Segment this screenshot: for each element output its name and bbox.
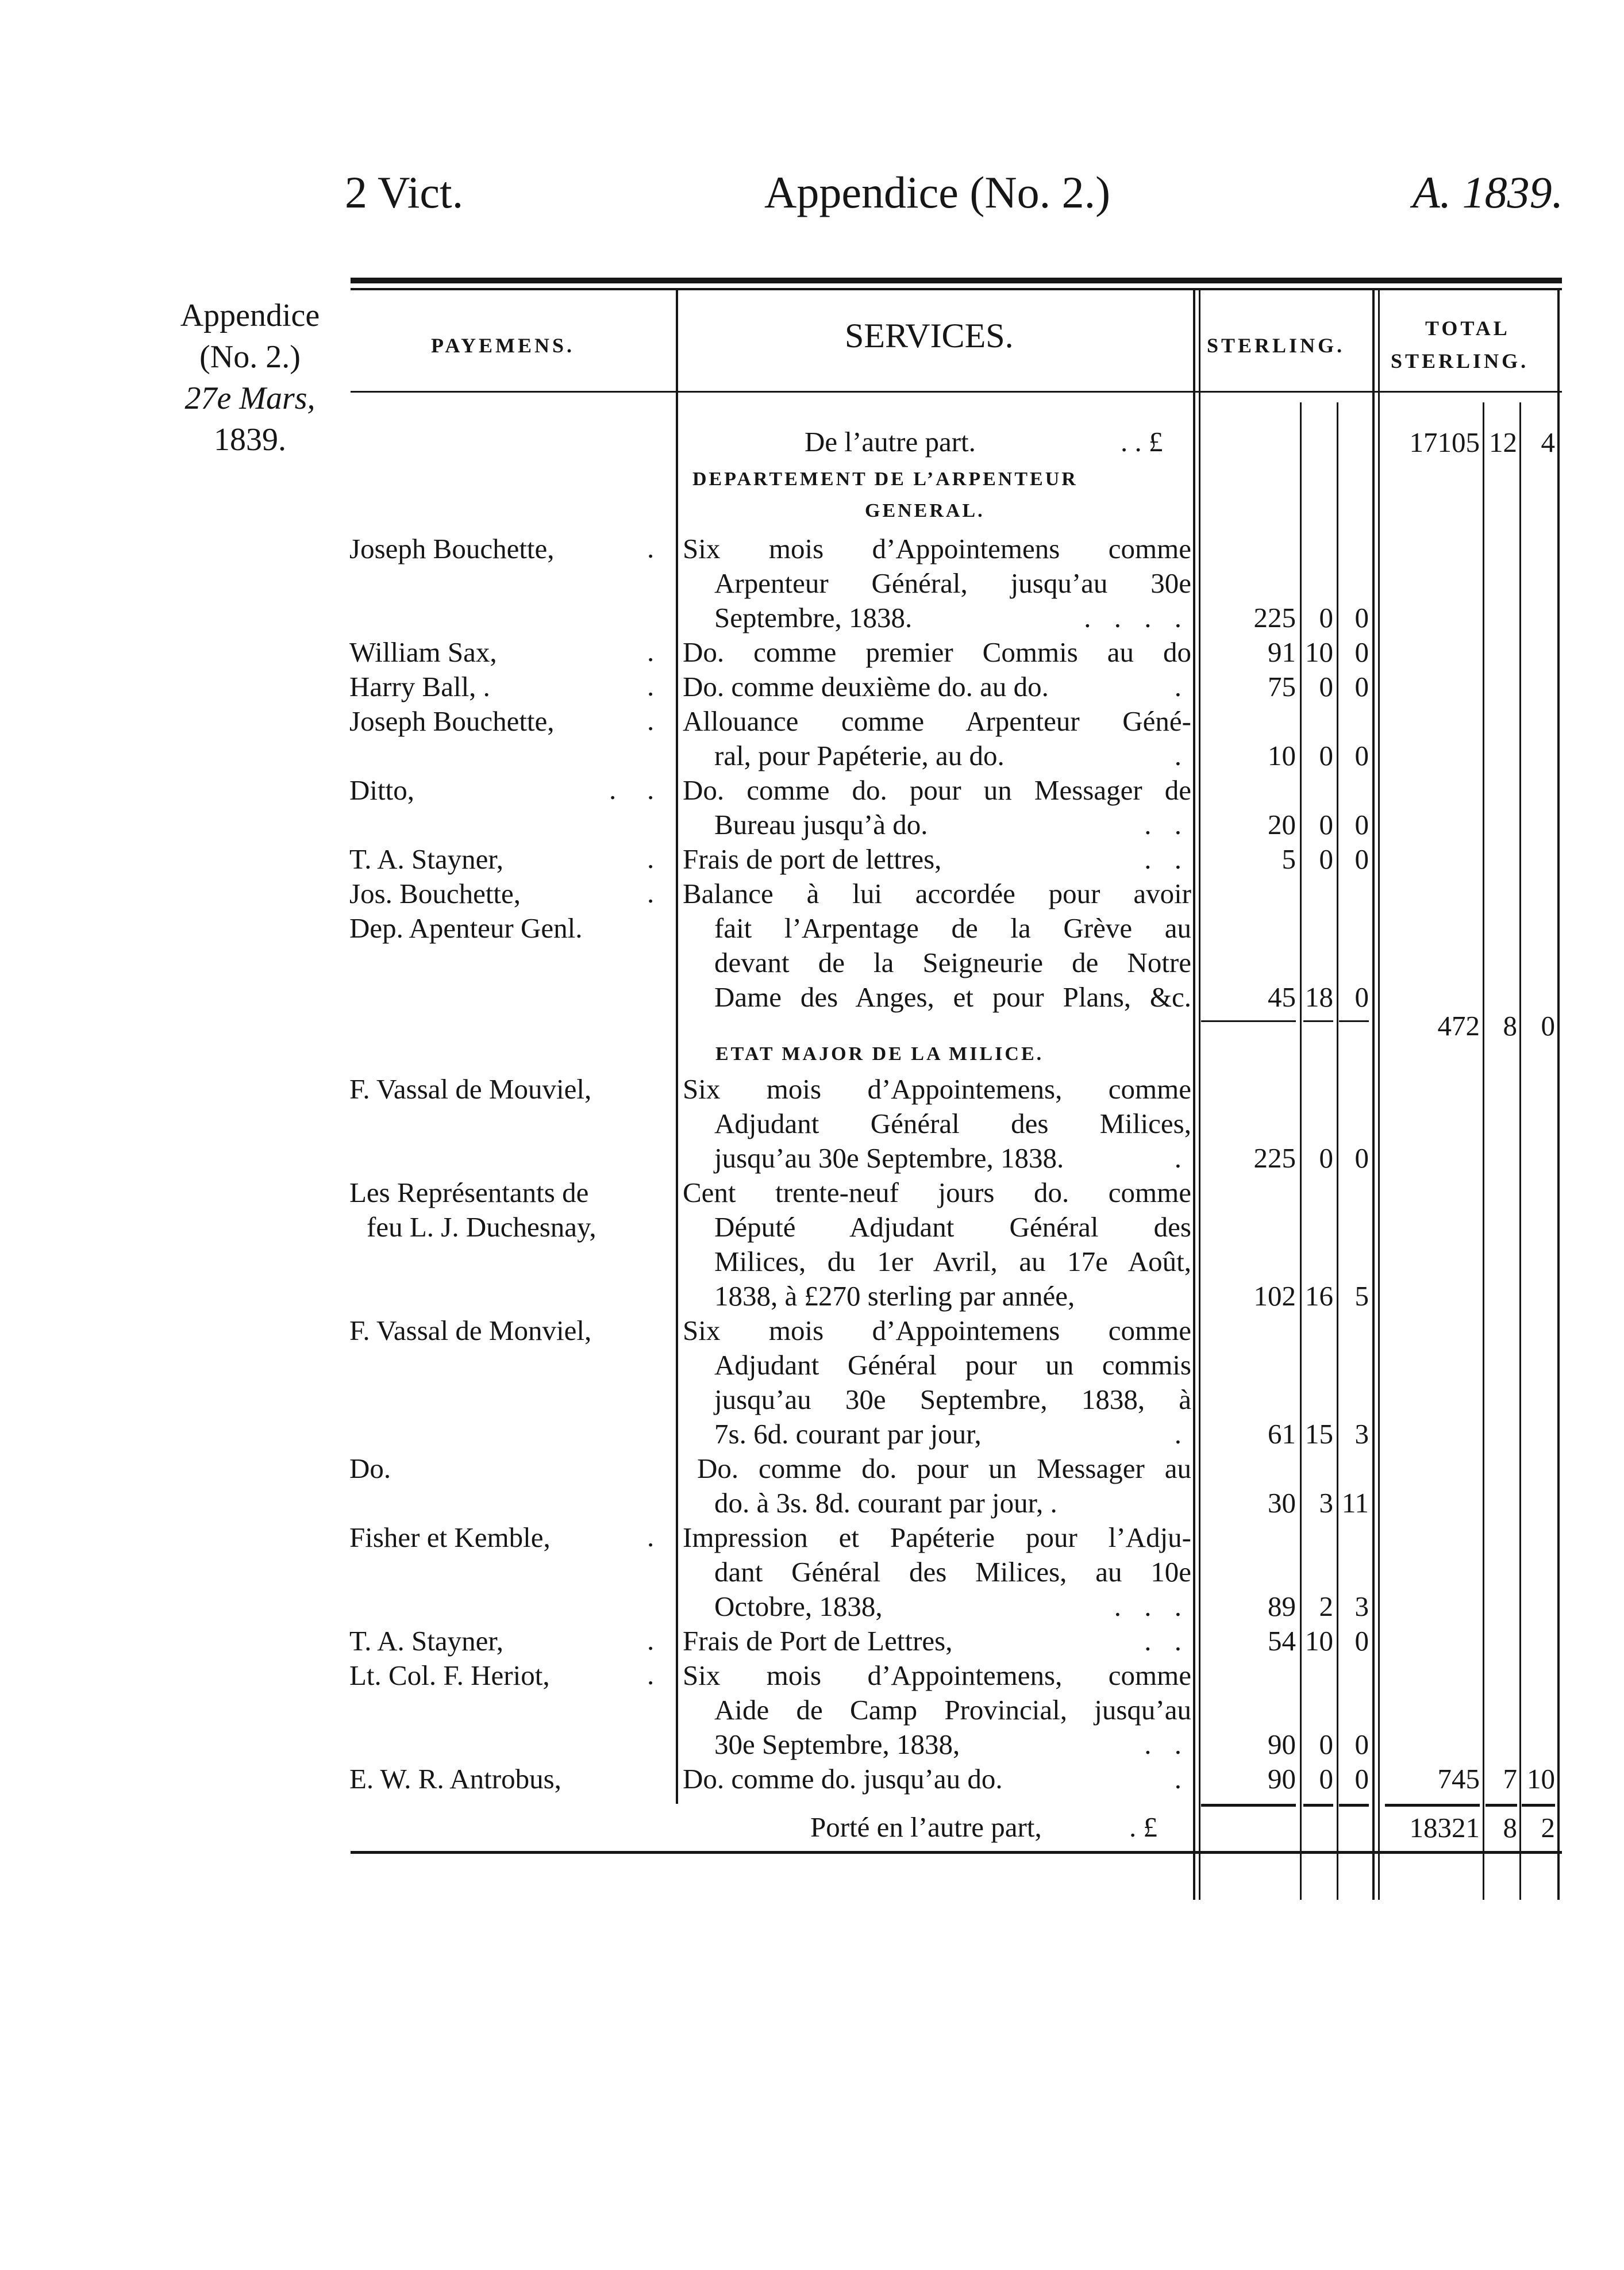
amount-pounds: 90	[1268, 1763, 1296, 1795]
service-line: Milices, du 1er Avril, au 17e Août,	[714, 1246, 1191, 1277]
carried-out-pence: 2	[1541, 1812, 1555, 1843]
amount-pounds: 90	[1268, 1729, 1296, 1760]
top-rule-thin	[351, 288, 1562, 290]
leader-dot: .	[647, 1659, 655, 1691]
amount-pence: 11	[1341, 1487, 1369, 1519]
amount-pounds: 10	[1268, 740, 1296, 771]
col-header-total-1: TOTAL	[1425, 317, 1510, 340]
carried-in-label: De l’autre part.	[805, 426, 976, 458]
section-title: ETAT MAJOR DE LA MILICE.	[715, 1043, 1044, 1065]
amount-pence: 0	[1354, 981, 1369, 1013]
col-header-payemens: PAYEMENS.	[431, 334, 575, 357]
payee: Les Représentants de	[349, 1177, 589, 1208]
services-divider-2	[1199, 290, 1200, 1900]
header-right: A. 1839.	[1413, 167, 1564, 217]
service-leader: .	[1174, 1142, 1190, 1174]
section-total-shillings: 8	[1503, 1010, 1517, 1042]
leader-dot: .	[647, 636, 655, 667]
amount-pence: 0	[1354, 1142, 1369, 1174]
payee: Harry Ball, .	[349, 671, 490, 702]
service-line: Six mois d’Appointemens, comme	[683, 1073, 1191, 1105]
amount-shillings: 0	[1319, 740, 1333, 771]
payee: Do.	[349, 1453, 391, 1484]
bottom-rule	[351, 1851, 1562, 1854]
margin-note	[167, 295, 333, 460]
amount-shillings: 0	[1319, 843, 1333, 875]
total-rule	[1385, 1804, 1480, 1807]
section-total-shillings: 7	[1503, 1763, 1517, 1795]
payee: Jos. Bouchette,	[349, 878, 521, 909]
amount-pence: 0	[1354, 809, 1369, 840]
service-leader: . .	[1144, 809, 1190, 840]
service-line: Arpenteur Général, jusqu’au 30e	[714, 567, 1191, 599]
amount-pence: 0	[1354, 1729, 1369, 1760]
section-title: GENERAL.	[865, 500, 985, 521]
section-total-pounds: 472	[1437, 1010, 1480, 1042]
payee-divider	[676, 290, 678, 1804]
leader-dot: .	[647, 670, 655, 702]
subtotal-rule	[1339, 1020, 1369, 1022]
service-line: Adjudant Général pour un commis	[714, 1349, 1191, 1381]
amount-pounds: 225	[1253, 1142, 1296, 1174]
service-line: Impression et Papéterie pour l’Adju-	[683, 1522, 1191, 1553]
margin-note-line: Appendice	[180, 298, 320, 333]
amount-shillings: 18	[1305, 981, 1333, 1013]
leader-dot: .	[647, 1521, 655, 1553]
service-leader: . .	[1144, 1729, 1190, 1760]
amount-pounds: 102	[1253, 1280, 1296, 1312]
amount-shillings: 10	[1305, 1625, 1333, 1657]
carried-out-dots: . £	[1129, 1811, 1157, 1843]
payee-line-2: Dep. Apenteur Genl.	[349, 912, 583, 944]
header-left: 2 Vict.	[345, 167, 464, 217]
amount-pounds: 61	[1268, 1418, 1296, 1450]
leader-dot: .	[647, 843, 655, 874]
amount-pence: 5	[1354, 1280, 1369, 1312]
section-title: DEPARTEMENT DE L’ARPENTEUR	[692, 468, 1078, 490]
margin-note-line: (No. 2.)	[199, 339, 301, 375]
amount-pence: 0	[1354, 1763, 1369, 1795]
service-line: jusqu’au 30e Septembre, 1838, à	[714, 1384, 1191, 1415]
leader-dot: .	[647, 532, 655, 564]
service-line: do. à 3s. 8d. courant par jour, .	[714, 1487, 1057, 1519]
service-leader: . . .	[1114, 1591, 1190, 1622]
top-rule	[351, 278, 1562, 283]
col-header-services: SERVICES.	[845, 317, 1014, 355]
section-total-pence: 0	[1541, 1010, 1555, 1042]
service-line: fait l’Arpentage de la Grève au	[714, 912, 1191, 944]
payee: Ditto,	[349, 774, 414, 806]
payee: Joseph Bouchette,	[349, 705, 555, 737]
amount-pence: 0	[1354, 636, 1369, 668]
service-line: Bureau jusqu’à do.	[714, 809, 928, 840]
service-line: Do. comme do. pour un Messager de	[683, 774, 1191, 806]
amount-pounds: 75	[1268, 671, 1296, 702]
service-leader: .	[1174, 1418, 1190, 1450]
services-divider	[1193, 290, 1195, 1900]
leader-dot: .	[647, 705, 655, 736]
section-total-pence: 10	[1527, 1763, 1555, 1795]
service-line: Député Adjudant Général des	[714, 1211, 1191, 1243]
service-leader: .	[1174, 1763, 1190, 1795]
total-rule	[1486, 1804, 1517, 1807]
carried-out-pounds: 18321	[1409, 1812, 1480, 1843]
header-center: Appendice (No. 2.)	[764, 167, 1111, 217]
amount-pence: 0	[1354, 843, 1369, 875]
carried-out-shillings: 8	[1503, 1812, 1517, 1843]
total-rule	[1201, 1804, 1296, 1807]
col-header-total-2: STERLING.	[1391, 349, 1529, 372]
payee: William Sax,	[349, 636, 497, 668]
amount-shillings: 10	[1305, 636, 1333, 668]
service-line: Six mois d’Appointemens, comme	[683, 1660, 1191, 1691]
service-line: 7s. 6d. courant par jour,	[714, 1418, 982, 1450]
payee: Fisher et Kemble,	[349, 1522, 551, 1553]
service-line: Do. comme deuxième do. au do.	[683, 671, 1049, 702]
amount-shillings: 16	[1305, 1280, 1333, 1312]
amount-pence: 3	[1354, 1591, 1369, 1622]
payee: E. W. R. Antrobus,	[349, 1763, 561, 1795]
amount-shillings: 2	[1319, 1591, 1333, 1622]
service-line: Aide de Camp Provincial, jusqu’au	[714, 1694, 1191, 1726]
service-line: Six mois d’Appointemens comme	[683, 1315, 1191, 1346]
amount-pounds: 54	[1268, 1625, 1296, 1657]
service-line: Do. comme do. jusqu’au do.	[683, 1763, 1003, 1795]
section-total-pounds: 745	[1437, 1763, 1480, 1795]
service-line: Adjudant Général des Milices,	[714, 1108, 1191, 1139]
total-div-s	[1483, 402, 1484, 1900]
amount-shillings: 0	[1319, 809, 1333, 840]
service-line: Balance à lui accordée pour avoir	[683, 878, 1191, 909]
payee: F. Vassal de Monviel,	[349, 1315, 592, 1346]
payee: Lt. Col. F. Heriot,	[349, 1660, 550, 1691]
amount-shillings: 0	[1319, 1763, 1333, 1795]
amount-shillings: 0	[1319, 1729, 1333, 1760]
amount-shillings: 15	[1305, 1418, 1333, 1450]
payee: F. Vassal de Mouviel,	[349, 1073, 592, 1105]
payee: T. A. Stayner,	[349, 1625, 503, 1657]
header-rule	[351, 391, 1562, 393]
service-line: jusqu’au 30e Septembre, 1838.	[714, 1142, 1064, 1174]
service-line: Do. comme premier Commis au do	[683, 636, 1191, 668]
sterling-divider-2	[1378, 290, 1380, 1900]
service-line: Octobre, 1838,	[714, 1591, 883, 1622]
payee-line-2: feu L. J. Duchesnay,	[367, 1211, 597, 1243]
service-line: Allouance comme Arpenteur Géné-	[683, 705, 1191, 737]
carried-in-shillings: 12	[1489, 427, 1517, 458]
subtotal-rule	[1303, 1020, 1333, 1022]
service-leader: .	[1174, 671, 1190, 702]
service-line: Frais de port de lettres,	[683, 843, 942, 875]
sterling-div-d	[1337, 402, 1338, 1900]
total-rule	[1303, 1804, 1333, 1807]
service-line: 30e Septembre, 1838,	[714, 1729, 960, 1760]
service-line: Septembre, 1838.	[714, 602, 913, 633]
service-line: ral, pour Papéterie, au do.	[714, 740, 1005, 771]
amount-pounds: 225	[1253, 602, 1296, 633]
leader-dot: .	[609, 774, 617, 805]
margin-note-line: 27e Mars,	[184, 381, 315, 416]
carried-in-pounds: 17105	[1409, 427, 1480, 458]
sterling-div-s	[1300, 402, 1302, 1900]
service-leader: . . . .	[1084, 602, 1190, 633]
carried-in-dots: . . £	[1121, 426, 1163, 458]
amount-pence: 0	[1354, 1625, 1369, 1657]
payee: Joseph Bouchette,	[349, 533, 555, 564]
leader-dot: .	[647, 1624, 655, 1656]
service-line: Cent trente-neuf jours do. comme	[683, 1177, 1191, 1208]
amount-pounds: 30	[1268, 1487, 1296, 1519]
payee: T. A. Stayner,	[349, 843, 503, 875]
amount-pence: 0	[1354, 602, 1369, 633]
service-leader: .	[1174, 740, 1190, 771]
amount-pence: 0	[1354, 740, 1369, 771]
total-div-d	[1519, 402, 1521, 1900]
amount-shillings: 0	[1319, 1142, 1333, 1174]
service-line: Frais de Port de Lettres,	[683, 1625, 953, 1657]
amount-pounds: 89	[1268, 1591, 1296, 1622]
amount-pounds: 45	[1268, 981, 1296, 1013]
amount-pence: 3	[1354, 1418, 1369, 1450]
col-header-sterling: STERLING.	[1207, 334, 1345, 357]
service-leader: . .	[1144, 843, 1190, 875]
carried-in-pence: 4	[1541, 427, 1555, 458]
total-rule	[1339, 1804, 1369, 1807]
amount-shillings: 3	[1319, 1487, 1333, 1519]
margin-note-line: 1839.	[214, 422, 286, 458]
service-line: dant Général des Milices, au 10e	[714, 1556, 1191, 1588]
service-line: Dame des Anges, et pour Plans, &c.	[714, 981, 1191, 1013]
subtotal-rule	[1201, 1020, 1296, 1022]
amount-pounds: 5	[1282, 843, 1296, 875]
leader-dot: .	[647, 877, 655, 909]
service-line: devant de la Seigneurie de Notre	[714, 947, 1191, 978]
amount-pounds: 20	[1268, 809, 1296, 840]
service-line: Do. comme do. pour un Messager au	[697, 1453, 1191, 1484]
amount-pence: 0	[1354, 671, 1369, 702]
amount-shillings: 0	[1319, 602, 1333, 633]
leader-dot: .	[647, 774, 655, 805]
total-rule	[1522, 1804, 1555, 1807]
amount-shillings: 0	[1319, 671, 1333, 702]
service-line: 1838, à £270 sterling par année,	[714, 1280, 1075, 1312]
service-leader: . .	[1144, 1625, 1190, 1657]
sterling-divider	[1372, 290, 1375, 1900]
amount-pounds: 91	[1268, 636, 1296, 668]
service-line: Six mois d’Appointemens comme	[683, 533, 1191, 564]
carried-out-label: Porté en l’autre part,	[810, 1811, 1042, 1843]
right-border	[1557, 290, 1560, 1900]
